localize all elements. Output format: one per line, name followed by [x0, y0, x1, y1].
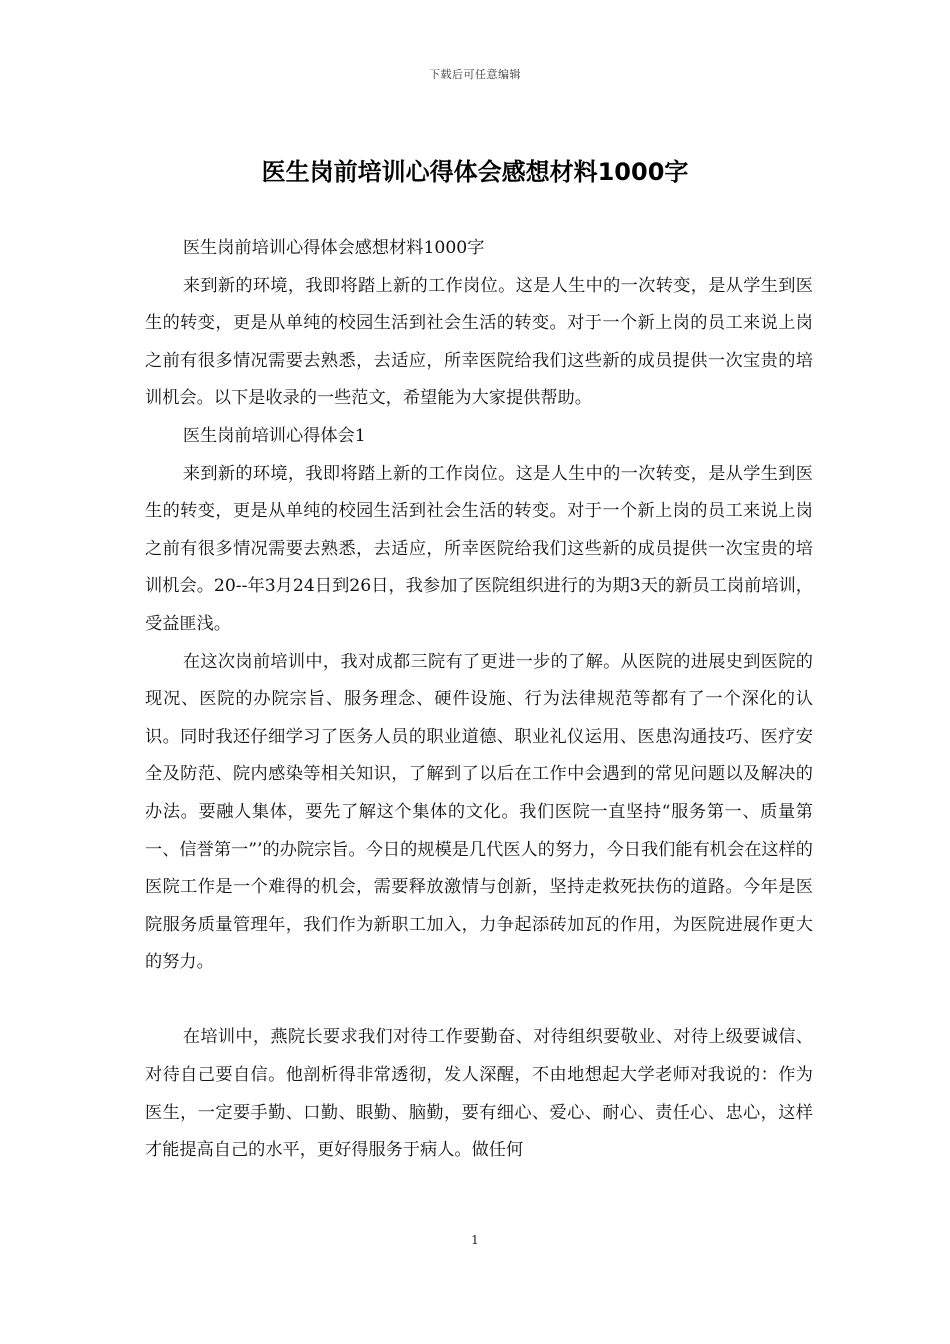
intro-paragraph: 来到新的环境，我即将踏上新的工作岗位。这是人生中的一次转变，是从学生到医生的转变，更是从单纯的校园生活到社会生活的转变。对于一个新上岗的员工来说上岗之前有很多情况需要去熟悉，去适应，所幸医院给我们这些新的成员提供一次宝贵的培训机会。以下是收录的一些范文，希望能为大家提供帮助。 — [145, 275, 813, 409]
section-heading: 医生岗前培训心得体会1 — [182, 425, 366, 446]
page-header-note: 下载后可任意编辑 — [429, 68, 521, 81]
body-paragraph: 来到新的环境，我即将踏上新的工作岗位。这是人生中的一次转变，是从学生到医生的转变，更是从单纯的校园生活到社会生活的转变。对于一个新上岗的员工来说上岗之前有很多情况需要去熟悉，去适应，所幸医院给我们这些新的成员提供一次宝贵的培训机会。20--年3月24日到26日，我参加了医院组织进行的为期3天的新员工岗前培训，受益匪浅。 — [145, 463, 813, 634]
subtitle-paragraph: 医生岗前培训心得体会感想材料1000字 — [182, 238, 485, 258]
document-title: 医生岗前培训心得体会感想材料1000字 — [261, 158, 689, 186]
body-paragraph: 在培训中，燕院长要求我们对待工作要勤奋、对待组织要敬业、对待上级要诚信、对待自己要自信。他剖析得非常透彻，发人深醒，不由地想起大学老师对我说的：作为医生，一定要手勤、口勤、眼勤、脑勤，要有细心、爱心、耐心、责任心、忠心，这样才能提高自己的水平，更好得服务于病人。做任何 — [145, 1027, 813, 1161]
page-number: 1 — [471, 1233, 479, 1247]
body-paragraph: 在这次岗前培训中，我对成都三院有了更进一步的了解。从医院的进展史到医院的现况、医院的办院宗旨、服务理念、硬件设施、行为法律规范等都有了一个深化的认识。同时我还仔细学习了医务人员的职业道德、职业礼仪运用、医患沟通技巧、医疗安全及防范、院内感染等相关知识，了解到了以后在工作中会遇到的常见问题以及解决的办法。要融人集体，要先了解这个集体的文化。我们医院一直坚持“服务第一、质量第一、信誉第一”’的办院宗旨。今日的规模是几代医人的努力，今日我们能有机会在这样的医院工作是一个难得的机会，需要释放激情与创新，坚持走救死扶伤的道路。今年是医院服务质量管理年，我们作为新职工加入，力争起添砖加瓦的作用，为医院进展作更大的努力。 — [145, 651, 813, 973]
document-body — [145, 230, 813, 1170]
